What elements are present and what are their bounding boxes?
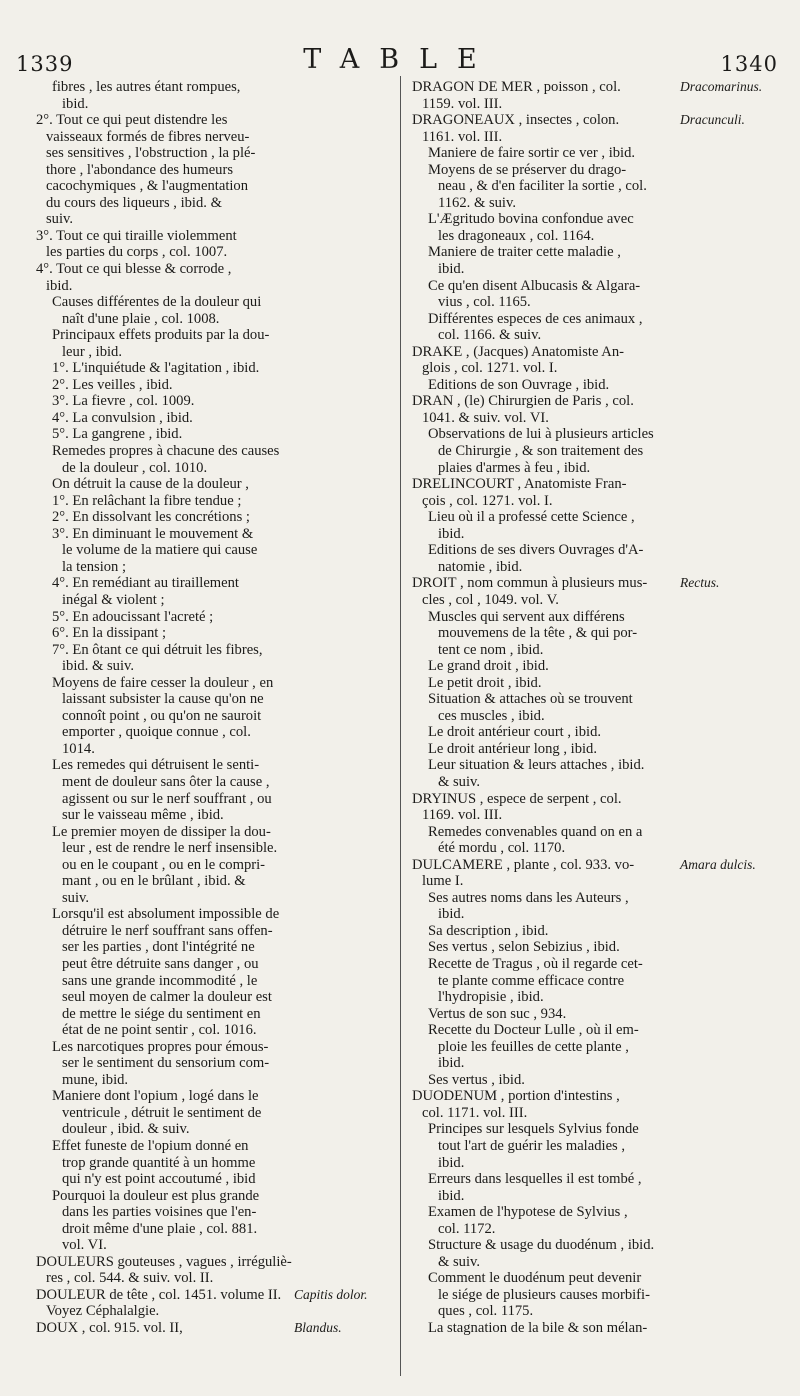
index-entry bbox=[36, 642, 388, 675]
entry-line: emporter , quoique connue , col. bbox=[62, 724, 251, 741]
entry-line: 5°. La gangrene , ibid. bbox=[52, 426, 183, 443]
index-entry bbox=[412, 162, 696, 212]
entry-line: qui n'y est point accoutumé , ibid bbox=[62, 1171, 256, 1188]
entry-line: ces muscles , ibid. bbox=[438, 707, 545, 724]
entry-line: DOULEURS gouteuses , vagues , irréguliè- bbox=[36, 1253, 292, 1270]
entry-line: Le petit droit , ibid. bbox=[428, 674, 542, 691]
entry-line: 4°. La convulsion , ibid. bbox=[52, 409, 193, 426]
entry-line: Le premier moyen de dissiper la dou- bbox=[52, 823, 271, 840]
entry-line: L'Ægritudo bovina confondue avec bbox=[428, 211, 634, 228]
entry-line: Lorsqu'il est absolument impossible de bbox=[52, 906, 280, 923]
index-entry bbox=[412, 244, 696, 277]
entry-line: sur le vaisseau même , ibid. bbox=[62, 807, 224, 824]
entry-line: tent ce nom , ibid. bbox=[438, 641, 544, 658]
entry-line: Ce qu'en disent Albucasis & Algara- bbox=[428, 277, 641, 294]
index-entry bbox=[412, 542, 696, 575]
entry-line: Le droit antérieur long , ibid. bbox=[428, 740, 597, 757]
index-entry bbox=[36, 443, 388, 476]
entry-line: ibid. bbox=[438, 1055, 465, 1072]
index-entry bbox=[412, 1022, 696, 1072]
entry-line: ibid. bbox=[438, 525, 465, 542]
index-entry bbox=[36, 609, 388, 626]
right-column bbox=[412, 79, 763, 1337]
entry-line: Observations de lui à plusieurs articles bbox=[428, 426, 654, 443]
entry-line: Ses vertus , ibid. bbox=[428, 1071, 525, 1088]
entry-line: suiv. bbox=[46, 211, 74, 228]
latin-name-note: Amara dulcis. bbox=[680, 856, 756, 872]
index-entry bbox=[36, 625, 388, 642]
index-entry bbox=[412, 1072, 696, 1089]
index-heading bbox=[36, 1320, 388, 1337]
entry-line: vaisseaux formés de fibres nerveu- bbox=[46, 128, 250, 145]
entry-line: Editions de son Ouvrage , ibid. bbox=[428, 376, 610, 393]
entry-line: de la douleur , col. 1010. bbox=[62, 459, 208, 476]
entry-line: Les narcotiques propres pour émous- bbox=[52, 1038, 269, 1055]
entry-line: Muscles qui servent aux différens bbox=[428, 608, 625, 625]
entry-line: ploie les feuilles de cette plante , bbox=[438, 1038, 629, 1055]
entry-line: mant , ou en le brûlant , ibid. & bbox=[62, 873, 246, 890]
entry-line: 1159. vol. III. bbox=[422, 95, 503, 112]
entry-line: détruire le nerf souffrant sans offen- bbox=[62, 922, 273, 939]
entry-line: 4°. Tout ce qui blesse & corrode , bbox=[36, 261, 232, 278]
index-entry bbox=[412, 939, 696, 956]
entry-line: connoît point , ou qu'on ne sauroit bbox=[62, 707, 262, 724]
index-entry bbox=[412, 923, 696, 940]
entry-line: 2°. En dissolvant les concrétions ; bbox=[52, 509, 250, 526]
entry-line: DRELINCOURT , Anatomiste Fran- bbox=[412, 476, 627, 493]
entry-line: çois , col. 1271. vol. I. bbox=[422, 492, 553, 509]
entry-line: dans les parties voisines que l'en- bbox=[62, 1204, 257, 1221]
entry-line: inégal & violent ; bbox=[62, 591, 165, 608]
column-divider bbox=[400, 76, 401, 1376]
entry-line: droit même d'une plaie , col. 881. bbox=[62, 1220, 258, 1237]
entry-line: Différentes especes de ces animaux , bbox=[428, 310, 643, 327]
entry-line: & suiv. bbox=[438, 1253, 481, 1270]
entry-line: 1162. & suiv. bbox=[438, 194, 516, 211]
entry-line: Effet funeste de l'opium donné en bbox=[52, 1138, 249, 1154]
index-heading bbox=[412, 344, 696, 377]
entry-line: vol. VI. bbox=[62, 1237, 107, 1254]
entry-line: Voyez Céphalalgie. bbox=[46, 1303, 160, 1320]
index-entry bbox=[36, 294, 388, 327]
entry-line: Leur situation & leurs attaches , ibid. bbox=[428, 757, 645, 774]
entry-line: ibid. bbox=[438, 906, 465, 923]
entry-line: DRAN , (le) Chirurgien de Paris , col. bbox=[412, 393, 634, 410]
index-entry bbox=[412, 1204, 696, 1237]
entry-line: 3°. La fievre , col. 1009. bbox=[52, 393, 195, 410]
index-entry bbox=[36, 1088, 388, 1138]
entry-line: Principaux effets produits par la dou- bbox=[52, 327, 270, 344]
entry-line: Comment le duodénum peut devenir bbox=[428, 1270, 642, 1287]
entry-line: ou en le coupant , ou en le compri- bbox=[62, 856, 266, 873]
index-heading bbox=[412, 393, 696, 426]
entry-line: natomie , ibid. bbox=[438, 558, 523, 575]
entry-line: 3°. En diminuant le mouvement & bbox=[52, 525, 254, 542]
entry-line: Sa description , ibid. bbox=[428, 922, 549, 939]
index-entry bbox=[412, 658, 696, 675]
entry-line: Editions de ses divers Ouvrages d'A- bbox=[428, 542, 644, 559]
entry-line: Erreurs dans lesquelles il est tombé , bbox=[428, 1171, 642, 1188]
latin-name-note: Dracomarinus. bbox=[680, 79, 763, 94]
entry-line: vius , col. 1165. bbox=[438, 294, 531, 311]
entry-line: de Chirurgie , & son traitement des bbox=[438, 443, 644, 460]
entry-line: ibid. bbox=[62, 95, 89, 112]
entry-line: les parties du corps , col. 1007. bbox=[46, 244, 228, 261]
index-heading bbox=[412, 1088, 696, 1121]
entry-line: été mordu , col. 1170. bbox=[438, 840, 566, 857]
entry-line: ibid. bbox=[438, 1187, 465, 1204]
index-entry bbox=[36, 410, 388, 427]
index-entry bbox=[36, 1287, 388, 1320]
entry-line: douleur , ibid. & suiv. bbox=[62, 1121, 190, 1138]
index-entry bbox=[36, 327, 388, 360]
entry-line: La stagnation de la bile & son mélan- bbox=[428, 1320, 648, 1337]
entry-line: col. 1171. vol. III. bbox=[422, 1104, 528, 1121]
entry-line: 3°. Tout ce qui tiraille violemment bbox=[36, 227, 237, 244]
index-entry bbox=[412, 1171, 696, 1204]
entry-line: 6°. En la dissipant ; bbox=[52, 625, 167, 642]
entry-line: Situation & attaches où se trouvent bbox=[428, 691, 633, 708]
entry-line: leur , est de rendre le nerf insensible. bbox=[62, 840, 278, 857]
entry-line: seul moyen de calmer la douleur est bbox=[62, 989, 272, 1006]
entry-line: DRYINUS , espece de serpent , col. bbox=[412, 790, 622, 807]
entry-line: 4°. En remédiant au tiraillement bbox=[52, 575, 239, 592]
index-heading bbox=[412, 112, 745, 145]
index-entry bbox=[412, 278, 696, 311]
entry-line: DRAKE , (Jacques) Anatomiste An- bbox=[412, 343, 624, 360]
index-entry bbox=[412, 824, 696, 857]
index-entry bbox=[412, 890, 696, 923]
entry-line: plaies d'armes à feu , ibid. bbox=[438, 459, 591, 476]
entry-line: lume I. bbox=[422, 873, 464, 890]
index-entry bbox=[36, 1138, 388, 1188]
index-entry bbox=[36, 675, 388, 758]
entry-line: ibid. & suiv. bbox=[62, 658, 135, 675]
entry-line: Structure & usage du duodénum , ibid. bbox=[428, 1237, 655, 1254]
entry-line: ment de douleur sans ôter la cause , bbox=[62, 773, 270, 790]
page-number-right: 1340 bbox=[720, 52, 778, 76]
entry-line: 1169. vol. III. bbox=[422, 807, 503, 824]
entry-line: Ses vertus , selon Sebizius , ibid. bbox=[428, 939, 620, 956]
entry-line: ques , col. 1175. bbox=[438, 1303, 534, 1320]
index-entry bbox=[36, 906, 388, 1038]
index-heading bbox=[412, 476, 696, 509]
entry-line: DOULEUR de tête , col. 1451. volume II. bbox=[36, 1286, 282, 1303]
index-heading bbox=[412, 79, 763, 112]
entry-line: fibres , les autres étant rompues, bbox=[52, 79, 241, 95]
entry-line: mune, ibid. bbox=[62, 1071, 129, 1088]
entry-line: Principes sur lesquels Sylvius fonde bbox=[428, 1121, 639, 1138]
entry-line: Recette de Tragus , où il regarde cet- bbox=[428, 955, 643, 972]
index-heading bbox=[412, 856, 756, 890]
index-entry bbox=[412, 377, 696, 394]
latin-name-note: Rectus. bbox=[680, 575, 720, 591]
index-heading bbox=[412, 791, 696, 824]
index-entry bbox=[412, 211, 696, 244]
entry-line: Recette du Docteur Lulle , où il em- bbox=[428, 1022, 639, 1039]
index-entry bbox=[412, 956, 696, 1006]
entry-line: ibid. bbox=[46, 277, 73, 294]
entry-line: ventricule , détruit le sentiment de bbox=[62, 1104, 262, 1121]
entry-line: te plante comme efficace contre bbox=[438, 972, 625, 989]
entry-line: sans une grande incommodité , le bbox=[62, 972, 258, 989]
entry-line: Maniere de faire sortir ce ver , ibid. bbox=[428, 145, 636, 162]
entry-line: les dragoneaux , col. 1164. bbox=[438, 227, 595, 244]
entry-line: On détruit la cause de la douleur , bbox=[52, 476, 249, 493]
page-number-left: 1339 bbox=[16, 52, 74, 76]
entry-line: Maniere de traiter cette maladie , bbox=[428, 244, 621, 261]
entry-line: cacochymiques , & l'augmentation bbox=[46, 178, 249, 195]
entry-line: 1°. L'inquiétude & l'agitation , ibid. bbox=[52, 360, 260, 377]
entry-line: ibid. bbox=[438, 261, 465, 278]
entry-line: tout l'art de guérir les maladies , bbox=[438, 1138, 626, 1154]
index-entry bbox=[36, 393, 388, 410]
index-entry bbox=[412, 145, 696, 162]
entry-line: Remedes convenables quand on en a bbox=[428, 823, 643, 840]
index-entry bbox=[36, 112, 388, 228]
index-entry bbox=[36, 757, 388, 823]
index-entry bbox=[412, 691, 696, 724]
page-title: TABLE bbox=[303, 44, 497, 75]
entry-line: Vertus de son suc , 934. bbox=[428, 1005, 567, 1022]
index-entry bbox=[36, 228, 388, 261]
entry-line: leur , ibid. bbox=[62, 343, 122, 360]
entry-line: DUODENUM , portion d'intestins , bbox=[412, 1088, 620, 1105]
entry-line: ser le sentiment du sensorium com- bbox=[62, 1055, 270, 1072]
entry-line: ses sensitives , l'obstruction , la plé- bbox=[46, 145, 256, 162]
entry-line: Le droit antérieur court , ibid. bbox=[428, 724, 602, 741]
entry-line: 1041. & suiv. vol. VI. bbox=[422, 409, 549, 426]
entry-line: 1°. En relâchant la fibre tendue ; bbox=[52, 492, 242, 509]
latin-name-note: Capitis dolor. bbox=[294, 1286, 368, 1302]
latin-name-note: Blandus. bbox=[294, 1320, 342, 1336]
entry-line: DOUX , col. 915. vol. II, bbox=[36, 1320, 183, 1337]
entry-line: cles , col , 1049. vol. V. bbox=[422, 591, 559, 608]
entry-line: mouvemens de la tête , & qui por- bbox=[438, 625, 638, 642]
entry-line: thore , l'abondance des humeurs bbox=[46, 161, 234, 178]
index-entry bbox=[412, 1270, 696, 1320]
index-entry bbox=[412, 741, 696, 758]
entry-line: Maniere dont l'opium , logé dans le bbox=[52, 1088, 259, 1105]
index-entry bbox=[412, 609, 696, 659]
entry-line: DRAGONEAUX , insectes , colon. bbox=[412, 112, 620, 129]
entry-line: Pourquoi la douleur est plus grande bbox=[52, 1187, 260, 1204]
entry-line: peut être détruite sans danger , ou bbox=[62, 955, 259, 972]
entry-line: & suiv. bbox=[438, 773, 481, 790]
entry-line: DULCAMERE , plante , col. 933. vo- bbox=[412, 856, 635, 873]
latin-name-note: Dracunculi. bbox=[680, 112, 745, 128]
entry-line: 5°. En adoucissant l'acreté ; bbox=[52, 608, 214, 625]
entry-line: Remedes propres à chacune des causes bbox=[52, 443, 280, 460]
index-entry bbox=[412, 1320, 696, 1337]
entry-line: la tension ; bbox=[62, 558, 127, 575]
index-entry bbox=[412, 1121, 696, 1171]
entry-line: Examen de l'hypotese de Sylvius , bbox=[428, 1204, 628, 1221]
index-entry bbox=[412, 675, 696, 692]
entry-line: suiv. bbox=[62, 889, 90, 906]
entry-line: du cours des liqueurs , ibid. & bbox=[46, 194, 222, 211]
entry-line: neau , & d'en faciliter la sortie , col. bbox=[438, 178, 647, 195]
index-entry bbox=[36, 79, 388, 112]
index-entry bbox=[412, 757, 696, 790]
entry-line: ibid. bbox=[438, 1154, 465, 1171]
index-entry bbox=[36, 1188, 388, 1254]
index-entry bbox=[36, 493, 388, 510]
entry-line: Moyens de faire cesser la douleur , en bbox=[52, 674, 274, 691]
entry-line: 7°. En ôtant ce qui détruit les fibres, bbox=[52, 641, 263, 658]
entry-line: 1014. bbox=[62, 740, 95, 757]
index-entry bbox=[36, 575, 388, 608]
entry-line: le volume de la matiere qui cause bbox=[62, 542, 258, 559]
index-entry bbox=[36, 824, 388, 907]
entry-line: DRAGON DE MER , poisson , col. bbox=[412, 79, 621, 95]
index-entry bbox=[412, 1237, 696, 1270]
entry-line: res , col. 544. & suiv. vol. II. bbox=[46, 1270, 214, 1287]
entry-line: glois , col. 1271. vol. I. bbox=[422, 360, 558, 377]
entry-line: col. 1166. & suiv. bbox=[438, 327, 542, 344]
entry-line: naît d'une plaie , col. 1008. bbox=[62, 310, 220, 327]
index-entry bbox=[36, 1039, 388, 1089]
entry-line: laissant subsister la cause qu'on ne bbox=[62, 691, 264, 708]
entry-line: l'hydropisie , ibid. bbox=[438, 989, 544, 1006]
index-entry bbox=[412, 426, 696, 476]
entry-line: état de ne point sentir , col. 1016. bbox=[62, 1022, 257, 1039]
index-entry bbox=[36, 261, 388, 294]
entry-line: agissent ou sur le nerf souffrant , ou bbox=[62, 790, 272, 807]
index-entry bbox=[412, 1006, 696, 1023]
entry-line: Lieu où il a professé cette Science , bbox=[428, 509, 635, 526]
index-entry bbox=[412, 724, 696, 741]
entry-line: Le grand droit , ibid. bbox=[428, 658, 549, 675]
index-heading bbox=[412, 575, 720, 608]
entry-line: Causes différentes de la douleur qui bbox=[52, 294, 262, 311]
left-column bbox=[36, 79, 388, 1337]
entry-line: 2°. Tout ce qui peut distendre les bbox=[36, 112, 228, 129]
index-entry bbox=[412, 509, 696, 542]
entry-line: Moyens de se préserver du drago- bbox=[428, 161, 627, 178]
index-entry bbox=[36, 476, 388, 493]
index-entry bbox=[36, 526, 388, 576]
index-entry bbox=[36, 509, 388, 526]
entry-line: Ses autres noms dans les Auteurs , bbox=[428, 889, 629, 906]
index-entry bbox=[36, 426, 388, 443]
entry-line: Les remedes qui détruisent le senti- bbox=[52, 757, 260, 774]
index-entry bbox=[36, 1254, 388, 1287]
entry-line: ser les parties , dont l'intégrité ne bbox=[62, 939, 255, 956]
entry-line: col. 1172. bbox=[438, 1220, 496, 1237]
entry-line: 1161. vol. III. bbox=[422, 128, 503, 145]
entry-line: DROIT , nom commun à plusieurs mus- bbox=[412, 575, 648, 592]
entry-line: de mettre le siége du sentiment en bbox=[62, 1005, 261, 1022]
entry-line: le siége de plusieurs causes morbifi- bbox=[438, 1286, 650, 1303]
entry-line: trop grande quantité à un homme bbox=[62, 1154, 256, 1171]
index-entry bbox=[36, 377, 388, 394]
entry-line: 2°. Les veilles , ibid. bbox=[52, 376, 173, 393]
index-entry bbox=[36, 360, 388, 377]
index-entry bbox=[412, 311, 696, 344]
